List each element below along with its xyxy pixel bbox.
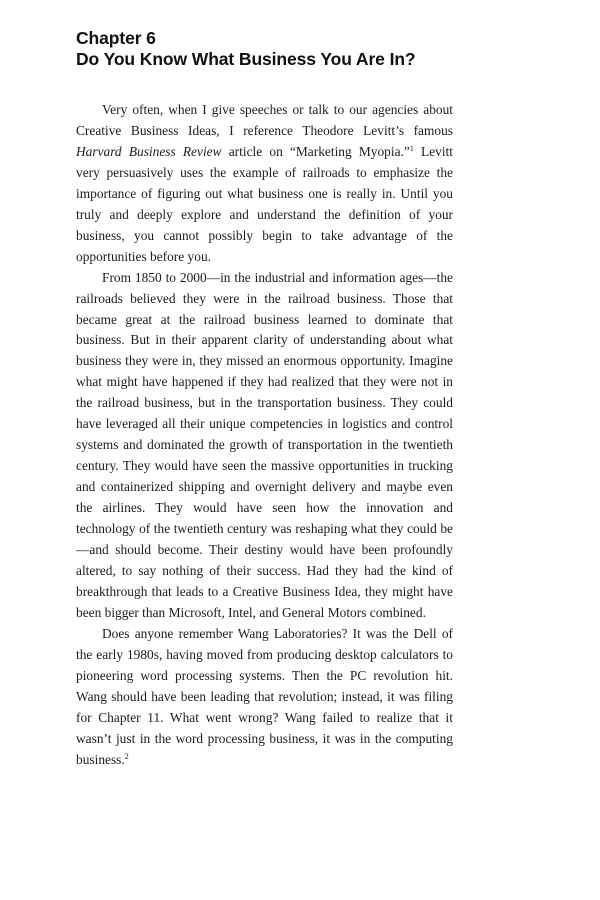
chapter-number: Chapter 6 [76,28,156,48]
publication-title: Harvard Business Review [76,143,222,159]
paragraph-1-text-a: Very often, when I give speeches or talk to our agencies about Creative Business Ideas, I reference Theodore Levitt’s famous [76,102,453,138]
chapter-heading [76,28,453,70]
paragraph-1-text-c: Levitt very persuasively uses the example of railroads to emphasize the importance of figuring out what business one is really in. Until you truly and deeply explore and understand the definition of your business, you cannot possibly begin to take advantage of the opportunities before you. [76,143,453,264]
paragraph-1 [76,100,453,268]
book-page [76,28,453,771]
paragraph-3 [76,624,453,771]
paragraph-2: From 1850 to 2000—in the industrial and information ages—the railroads believed they were in the railroad business. Those that became great at the railroad business learned to dominate that business. But in their apparent clarity of understanding about what business they were in, they missed an enormous opportunity. Imagine what might have happened if they had realized that they were not in the railroad business, but in the transportation business. They could have leveraged all their unique competencies in logistics and control systems and dominated the growth of transportation in the twentieth century. They would have seen the massive opportunities in trucking and containerized shipping and overnight delivery and maybe even the airlines. They would have seen how the innovation and technology of the twentieth century was reshaping what they could be—and should become. Their destiny would have been profoundly altered, to say nothing of their success. Had they had the kind of breakthrough that leads to a Creative Business Idea, they might have been bigger than Microsoft, Intel, and General Motors combined. [76,269,453,620]
footnote-marker-2: 2 [124,751,129,761]
paragraph-1-text-b: article on “Marketing Myopia.” [221,143,410,159]
footnote-marker-1: 1 [409,143,414,153]
paragraph-3-text: Does anyone remember Wang Laboratories? It was the Dell of the early 1980s, having moved from producing desktop calculators to pioneering word processing systems. Then the PC revolution hit. Wang should have been leading that revolution; instead, it was filing for Chapter 11. What went wrong? Wang failed to realize that it wasn’t just in the word processing business, it was in the computing business. [76,625,453,767]
chapter-body [76,100,453,771]
chapter-title: Do You Know What Business You Are In? [76,49,416,69]
